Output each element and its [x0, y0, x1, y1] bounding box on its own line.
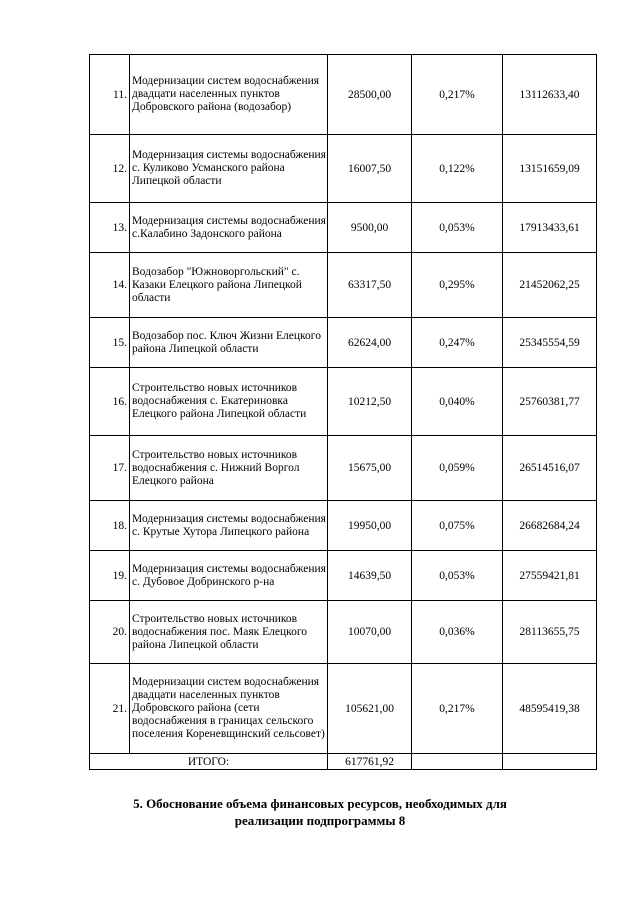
empty-cell: [412, 754, 503, 770]
total-row: [90, 754, 597, 770]
project-name-cell: Модернизация системы водоснабжения с. Крутые Хутора Липецкого района: [130, 501, 328, 551]
table-row: [90, 318, 597, 368]
percent-cell: 0,053%: [412, 551, 503, 601]
percent-cell: 0,217%: [412, 55, 503, 135]
cumulative-total-cell: 17913433,61: [503, 203, 597, 253]
row-number-cell: 15.: [90, 318, 130, 368]
row-number-cell: 16.: [90, 368, 130, 436]
table-body: [90, 55, 597, 770]
row-number-cell: 14.: [90, 253, 130, 318]
percent-cell: 0,036%: [412, 601, 503, 664]
cost-cell: 105621,00: [328, 664, 412, 754]
section-heading: [0, 795, 640, 829]
cumulative-total-cell: 27559421,81: [503, 551, 597, 601]
section-heading-line-1: 5. Обоснование объема финансовых ресурсов, необходимых для: [133, 796, 507, 811]
cumulative-total-cell: 13112633,40: [503, 55, 597, 135]
project-name-cell: Модернизация системы водоснабжения с. Куликово Усманского района Липецкой области: [130, 135, 328, 203]
table-row: [90, 601, 597, 664]
cumulative-total-cell: 25760381,77: [503, 368, 597, 436]
cumulative-total-cell: 21452062,25: [503, 253, 597, 318]
cost-cell: 62624,00: [328, 318, 412, 368]
cumulative-total-cell: 26682684,24: [503, 501, 597, 551]
cumulative-total-cell: 26514516,07: [503, 436, 597, 501]
cost-cell: 9500,00: [328, 203, 412, 253]
percent-cell: 0,122%: [412, 135, 503, 203]
project-name-cell: Модернизации систем водоснабжения двадцати населенных пунктов Добровского района (сети водоснабжения в границах сельского поселения Кореневщинский сельсовет): [130, 664, 328, 754]
cumulative-total-cell: 25345554,59: [503, 318, 597, 368]
project-name-cell: Модернизация системы водоснабжения с.Калабино Задонского района: [130, 203, 328, 253]
row-number-cell: 11.: [90, 55, 130, 135]
total-value: 617761,92: [328, 754, 412, 770]
cost-cell: 14639,50: [328, 551, 412, 601]
row-number-cell: 21.: [90, 664, 130, 754]
table-row: [90, 436, 597, 501]
cost-cell: 10212,50: [328, 368, 412, 436]
cost-cell: 28500,00: [328, 55, 412, 135]
percent-cell: 0,247%: [412, 318, 503, 368]
percent-cell: 0,040%: [412, 368, 503, 436]
project-name-cell: Строительство новых источников водоснабжения пос. Маяк Елецкого района Липецкой области: [130, 601, 328, 664]
row-number-cell: 18.: [90, 501, 130, 551]
project-name-cell: Водозабор "Южноворгольский" с. Казаки Елецкого района Липецкой области: [130, 253, 328, 318]
table-row: [90, 135, 597, 203]
project-name-cell: Модернизации систем водоснабжения двадцати населенных пунктов Добровского района (водозабор): [130, 55, 328, 135]
cumulative-total-cell: 28113655,75: [503, 601, 597, 664]
percent-cell: 0,295%: [412, 253, 503, 318]
cost-cell: 16007,50: [328, 135, 412, 203]
row-number-cell: 12.: [90, 135, 130, 203]
cumulative-total-cell: 13151659,09: [503, 135, 597, 203]
percent-cell: 0,053%: [412, 203, 503, 253]
table-row: [90, 368, 597, 436]
table-row: [90, 55, 597, 135]
table-row: [90, 253, 597, 318]
table-row: [90, 664, 597, 754]
row-number-cell: 17.: [90, 436, 130, 501]
percent-cell: 0,075%: [412, 501, 503, 551]
row-number-cell: 19.: [90, 551, 130, 601]
projects-table: [89, 54, 597, 770]
project-name-cell: Водозабор пос. Ключ Жизни Елецкого района Липецкой области: [130, 318, 328, 368]
row-number-cell: 13.: [90, 203, 130, 253]
cost-cell: 63317,50: [328, 253, 412, 318]
table-row: [90, 501, 597, 551]
cumulative-total-cell: 48595419,38: [503, 664, 597, 754]
cost-cell: 10070,00: [328, 601, 412, 664]
empty-cell: [503, 754, 597, 770]
total-label: ИТОГО:: [90, 754, 328, 770]
project-name-cell: Строительство новых источников водоснабжения с. Екатериновка Елецкого района Липецкой области: [130, 368, 328, 436]
cost-cell: 19950,00: [328, 501, 412, 551]
cost-cell: 15675,00: [328, 436, 412, 501]
table-row: [90, 203, 597, 253]
percent-cell: 0,059%: [412, 436, 503, 501]
section-heading-line-2: реализации подпрограммы 8: [234, 813, 406, 828]
percent-cell: 0,217%: [412, 664, 503, 754]
row-number-cell: 20.: [90, 601, 130, 664]
project-name-cell: Модернизация системы водоснабжения с. Дубовое Добринского р-на: [130, 551, 328, 601]
project-name-cell: Строительство новых источников водоснабжения с. Нижний Воргол Елецкого района: [130, 436, 328, 501]
table-row: [90, 551, 597, 601]
